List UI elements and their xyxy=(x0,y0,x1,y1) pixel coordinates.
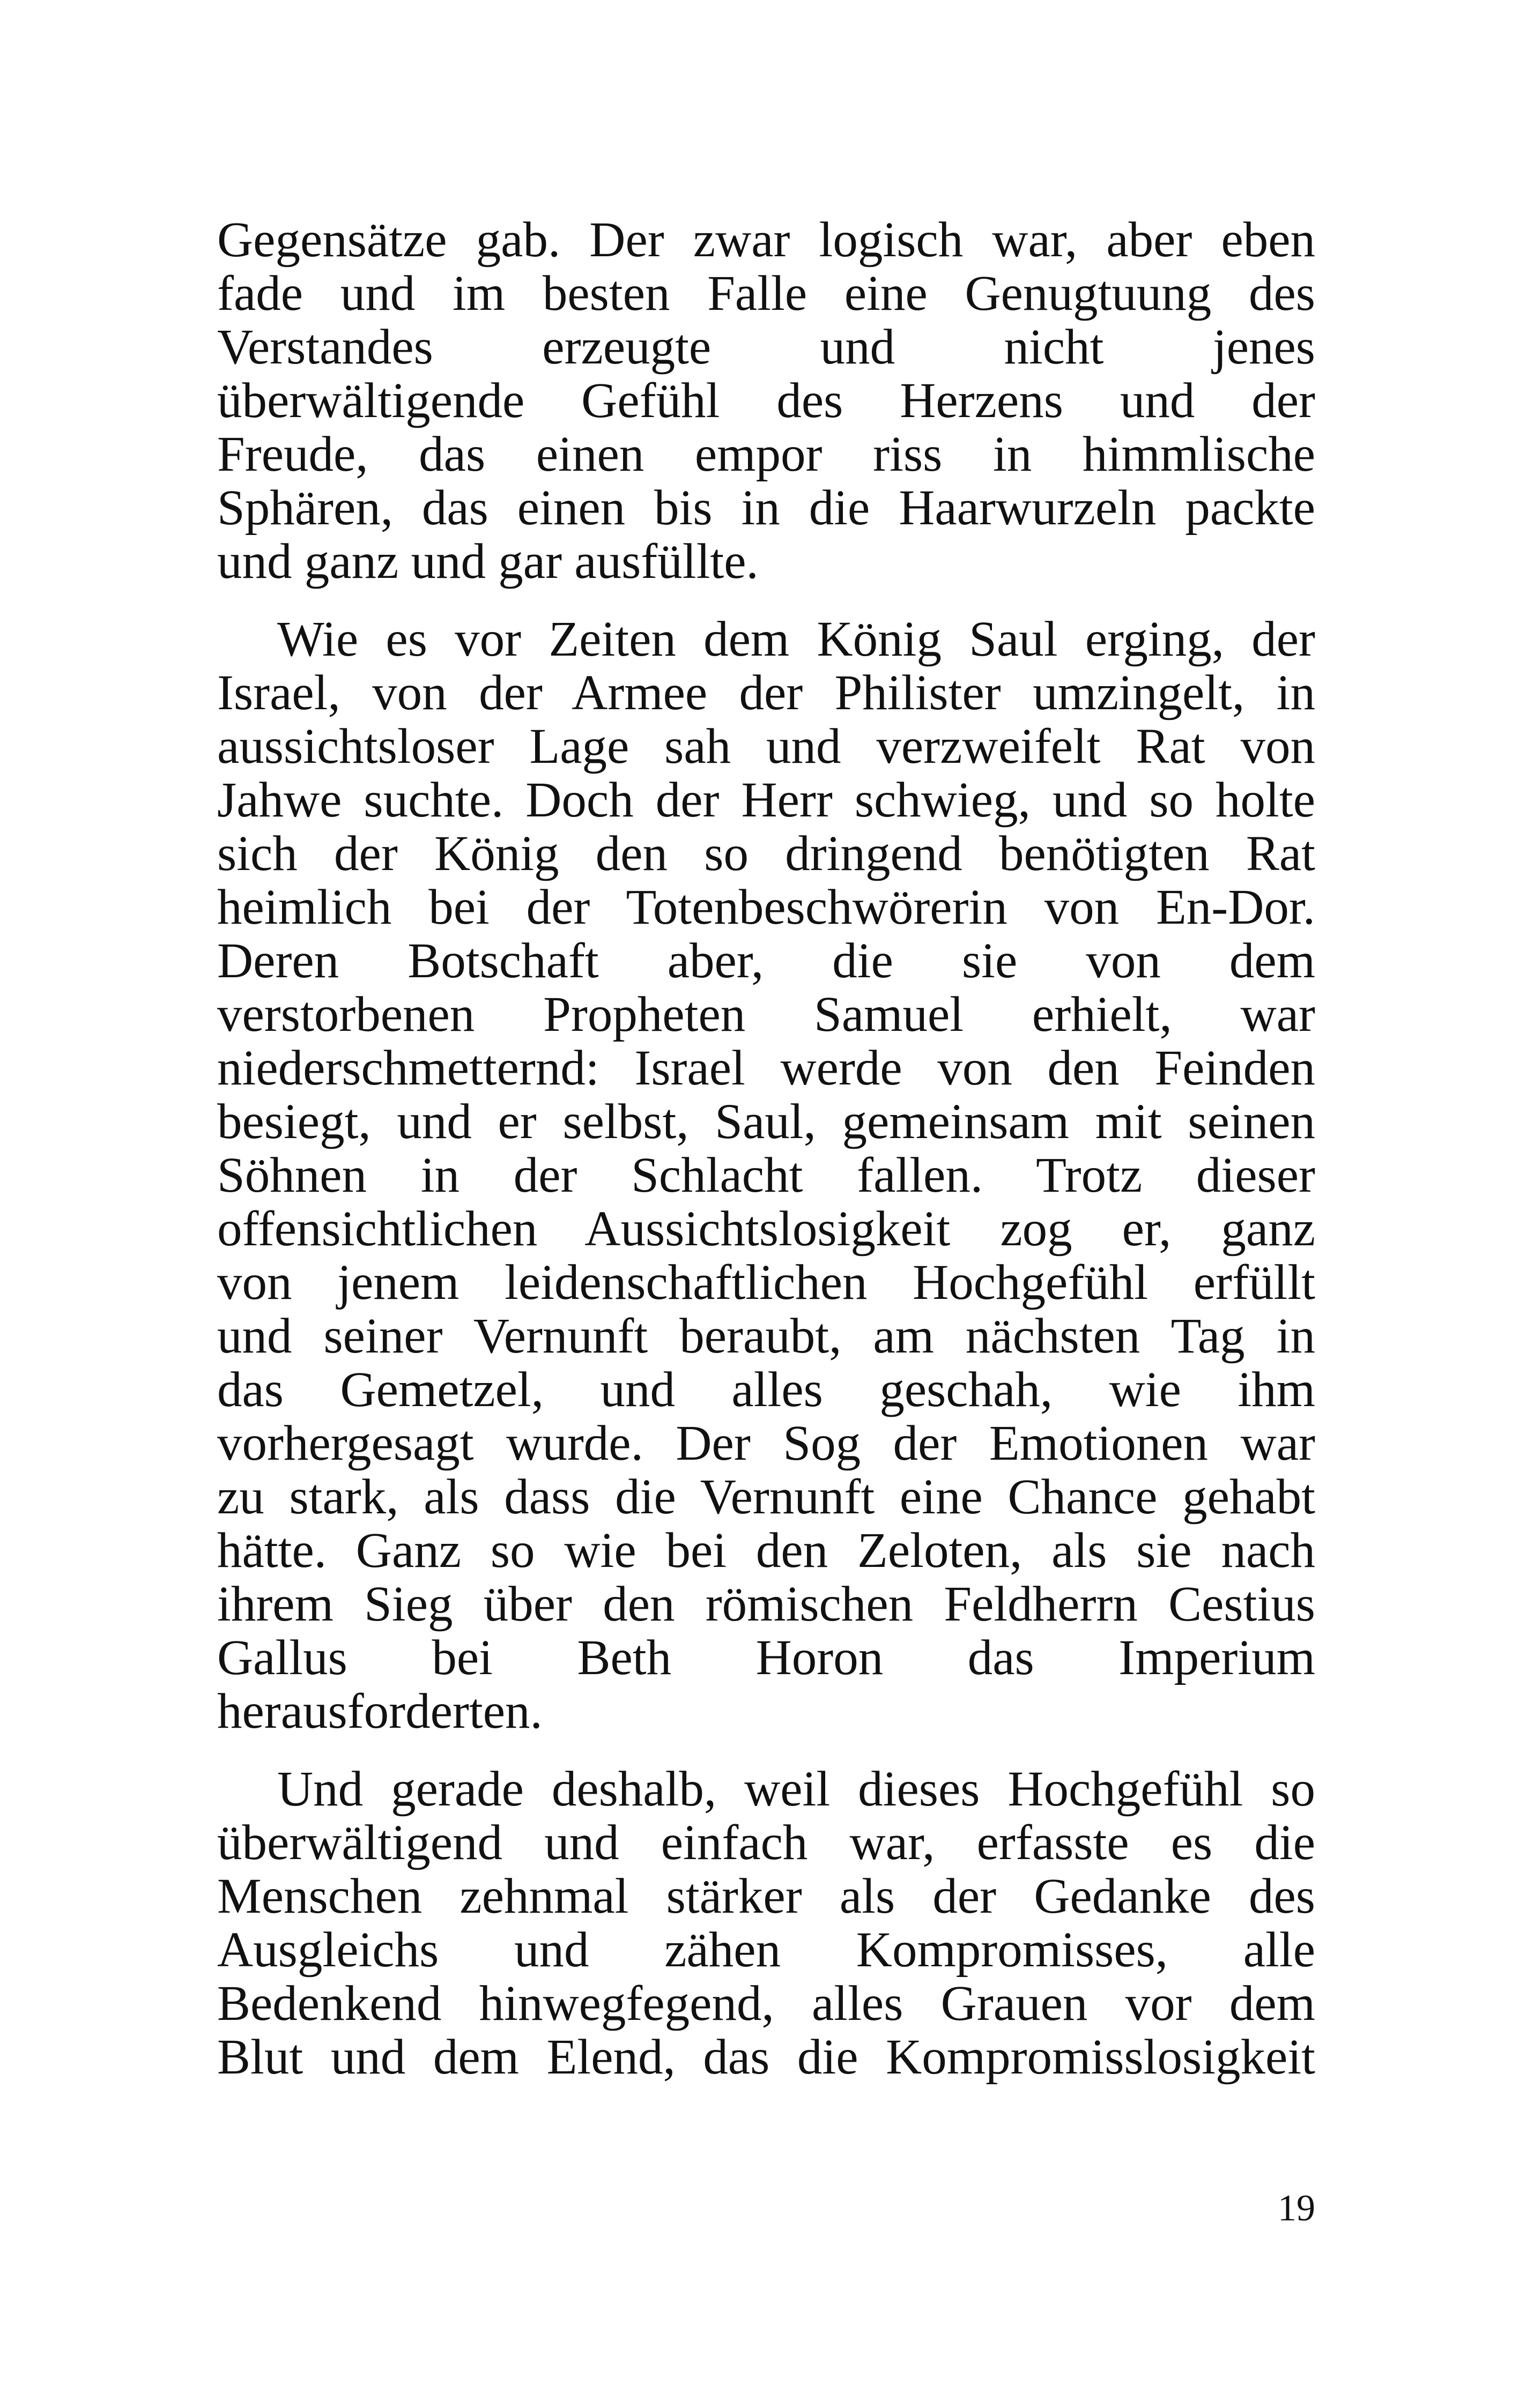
text-line: Wie es vor Zeiten dem König Saul erging, der xyxy=(277,612,1315,667)
text-line: vorhergesagt wurde. Der Sog der Emotionen war xyxy=(217,1416,1315,1471)
text-line: verstorbenen Propheten Samuel erhielt, war xyxy=(217,987,1315,1042)
text-line: Gallus bei Beth Horon das Imperium xyxy=(217,1630,1315,1685)
text-line: besiegt, und er selbst, Saul, gemeinsam mit seinen xyxy=(217,1094,1315,1149)
text-line: das Gemetzel, und alles geschah, wie ihm xyxy=(217,1362,1315,1417)
text-line: Deren Botschaft aber, die sie von dem xyxy=(217,933,1315,989)
text-line: niederschmetternd: Israel werde von den Feinden xyxy=(217,1041,1315,1096)
text-line: zu stark, als dass die Vernunft eine Chance gehabt xyxy=(217,1469,1315,1525)
text-line: Gegensätze gab. Der zwar logisch war, aber eben xyxy=(217,212,1315,267)
text-line: und ganz und gar ausfüllte. xyxy=(217,534,759,589)
text-line: überwältigende Gefühl des Herzens und der xyxy=(217,373,1315,428)
text-line: heimlich bei der Totenbeschwörerin von En-Dor. xyxy=(217,880,1315,935)
text-line: Freude, das einen empor riss in himmlische xyxy=(217,427,1315,482)
text-line: fade und im besten Falle eine Genugtuung des xyxy=(217,266,1315,321)
text-line: Blut und dem Elend, das die Kompromisslosigkeit xyxy=(217,2030,1315,2085)
text-line: hätte. Ganz so wie bei den Zeloten, als sie nach xyxy=(217,1523,1315,1578)
text-line: offensichtlichen Aussichtslosigkeit zog er, ganz xyxy=(217,1201,1315,1257)
text-line: überwältigend und einfach war, erfasste es die xyxy=(217,1815,1315,1870)
text-line: Bedenkend hinwegfegend, alles Grauen vor dem xyxy=(217,1976,1315,2031)
text-line: aussichtsloser Lage sah und verzweifelt Rat von xyxy=(217,719,1315,774)
text-line: Söhnen in der Schlacht fallen. Trotz dieser xyxy=(217,1148,1315,1203)
text-line: von jenem leidenschaftlichen Hochgefühl erfüllt xyxy=(217,1255,1315,1310)
text-line: Sphären, das einen bis in die Haarwurzeln packte xyxy=(217,480,1315,536)
text-line: herausforderten. xyxy=(217,1684,543,1739)
text-line: Israel, von der Armee der Philister umzingelt, in xyxy=(217,665,1315,720)
text-line: Verstandes erzeugte und nicht jenes xyxy=(217,319,1315,375)
text-line: Und gerade deshalb, weil dieses Hochgefühl so xyxy=(277,1762,1315,1817)
page-number: 19 xyxy=(1278,2188,1315,2229)
text-line: Jahwe suchte. Doch der Herr schwieg, und so holte xyxy=(217,772,1315,828)
text-line: Ausgleichs und zähen Kompromisses, alle xyxy=(217,1922,1315,1978)
text-line: ihrem Sieg über den römischen Feldherrn Cestius xyxy=(217,1577,1315,1632)
text-line: sich der König den so dringend benötigten Rat xyxy=(217,826,1315,881)
text-line: und seiner Vernunft beraubt, am nächsten Tag in xyxy=(217,1309,1315,1364)
text-line: Menschen zehnmal stärker als der Gedanke des xyxy=(217,1869,1315,1924)
